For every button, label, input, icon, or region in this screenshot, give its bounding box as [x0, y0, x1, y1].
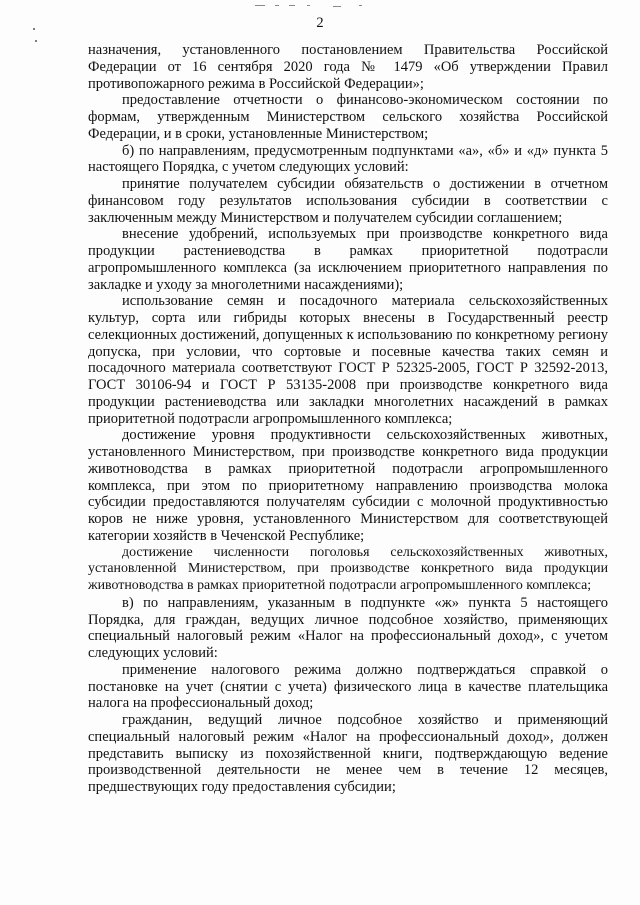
paragraph: достижение численности поголовья сельскохозяйственных животных, установленной Министерством, при производстве конкретного вида продукции животноводства в рамках приоритетной подотрасли агропромышленного комплекса;	[88, 544, 608, 593]
paragraph: внесение удобрений, используемых при производстве конкретного вида продукции растениеводства в рамках приоритетной подотрасли агропромышленного комплекса (за исключением приоритетного направления по закладке и уходу за многолетними насаждениями);	[88, 226, 608, 293]
paragraph: гражданин, ведущий личное подсобное хозяйство и применяющий специальный налоговый режим «Налог на профессиональный доход», должен представить выписку из похозяйственной книги, подтверждающую ведение производственной деятельности не менее чем в течение 12 месяцев, предшествующих году предоставления субсидии;	[88, 712, 608, 795]
paragraph: принятие получателем субсидии обязательств о достижении в отчетном финансовом году результатов использования субсидии в соответствии с заключенным между Министерством и получателем субсидии соглашением;	[88, 176, 608, 226]
scan-speck	[35, 40, 37, 42]
document-body	[88, 42, 608, 796]
page-number: 2	[316, 15, 324, 31]
paragraph: предоставление отчетности о финансово-экономическом состоянии по формам, утвержденным Министерством сельского хозяйства Российской Федерации, и в сроки, установленные Министерством;	[88, 92, 608, 142]
paragraph: назначения, установленного постановлением Правительства Российской Федерации от 16 сентября 2020 года № 1479 «Об утверждении Правил противопожарного режима в Российской Федерации»;	[88, 42, 608, 92]
scan-artifact	[255, 3, 385, 11]
paragraph: б) по направлениям, предусмотренным подпунктами «а», «б» и «д» пункта 5 настоящего Порядка, с учетом следующих условий:	[88, 142, 608, 176]
paragraph: достижение уровня продуктивности сельскохозяйственных животных, установленного Министерством, при производстве конкретного вида продукции животноводства в рамках приоритетной подотрасли агропромышленного комплекса, при этом по приоритетному направлению производства молока субсидии предоставляются получателям субсидии с молочной продуктивностью коров не ниже уровня, установленного Министерством для соответствующей категории хозяйств в Чеченской Республике;	[88, 427, 608, 544]
paragraph: в) по направлениям, указанным в подпункте «ж» пункта 5 настоящего Порядка, для граждан, ведущих личное подсобное хозяйство, применяющих специальный налоговый режим «Налог на профессиональный доход», с учетом следующих условий:	[88, 594, 608, 661]
paragraph: применение налогового режима должно подтверждаться справкой о постановке на учет (снятии с учета) физического лица в качестве плательщика налога на профессиональный доход;	[88, 661, 608, 712]
paragraph: использование семян и посадочного материала сельскохозяйственных культур, сорта или гибриды которых внесены в Государственный реестр селекционных достижений, допущенных к использованию по конкретному региону допуска, при условии, что сортовые и посевные качества таких семян и посадочного материала соответствуют ГОСТ Р 52325-2005, ГОСТ Р 32592-2013, ГОСТ 30106-94 и ГОСТ Р 53135-2008 при производстве конкретного вида продукции растениеводства или закладки многолетних насаждений в рамках приоритетной подотрасли агропромышленного комплекса;	[88, 293, 608, 427]
